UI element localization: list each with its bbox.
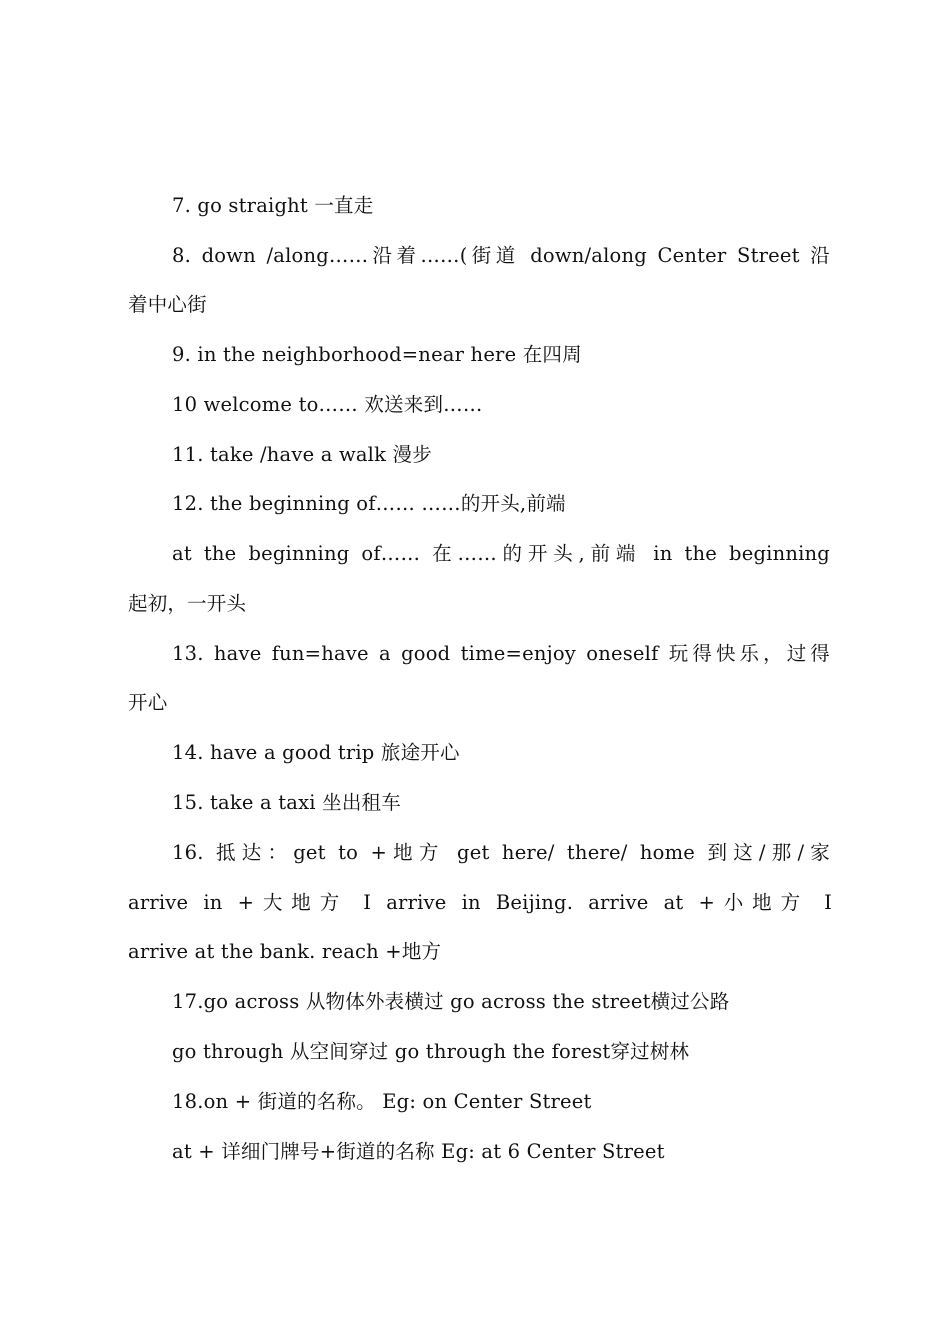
item-17: 17.go across 从物体外表横过 go across the street横过公路 <box>172 990 730 1013</box>
item-16: 16. 抵达：get to +地方 get here/ there/ home 到这/那/家 <box>172 841 830 864</box>
item-7: 7. go straight 一直走 <box>172 194 374 217</box>
item-16-continued: arrive in +大地方 I arrive in Beijing. arrive at +小地方 I <box>128 891 832 914</box>
item-13-continued: 开心 <box>128 691 168 714</box>
item-9: 9. in the neighborhood=near here 在四周 <box>172 343 582 366</box>
item-14: 14. have a good trip 旅途开心 <box>172 741 460 764</box>
item-12-at-continued: 起初，一开头 <box>128 592 247 615</box>
item-12-at: at the beginning of…… 在……的开头,前端 in the beginning <box>172 542 830 565</box>
item-8-continued: 着中心街 <box>128 293 207 316</box>
item-16-continued-2: arrive at the bank. reach +地方 <box>128 940 442 963</box>
item-17-through: go through 从空间穿过 go through the forest穿过树林 <box>172 1040 690 1063</box>
item-8: 8. down /along……沿着……(街道 down/along Center Street 沿 <box>172 244 830 267</box>
item-11: 11. take /have a walk 漫步 <box>172 443 432 466</box>
item-18-at: at + 详细门牌号+街道的名称 Eg: at 6 Center Street <box>172 1140 665 1163</box>
item-10: 10 welcome to…… 欢送来到…… <box>172 393 483 416</box>
item-15: 15. take a taxi 坐出租车 <box>172 791 401 814</box>
item-13: 13. have fun=have a good time=enjoy oneself 玩得快乐，过得 <box>172 642 830 665</box>
item-12: 12. the beginning of…… ……的开头,前端 <box>172 492 566 515</box>
item-18: 18.on + 街道的名称。 Eg: on Center Street <box>172 1090 592 1113</box>
